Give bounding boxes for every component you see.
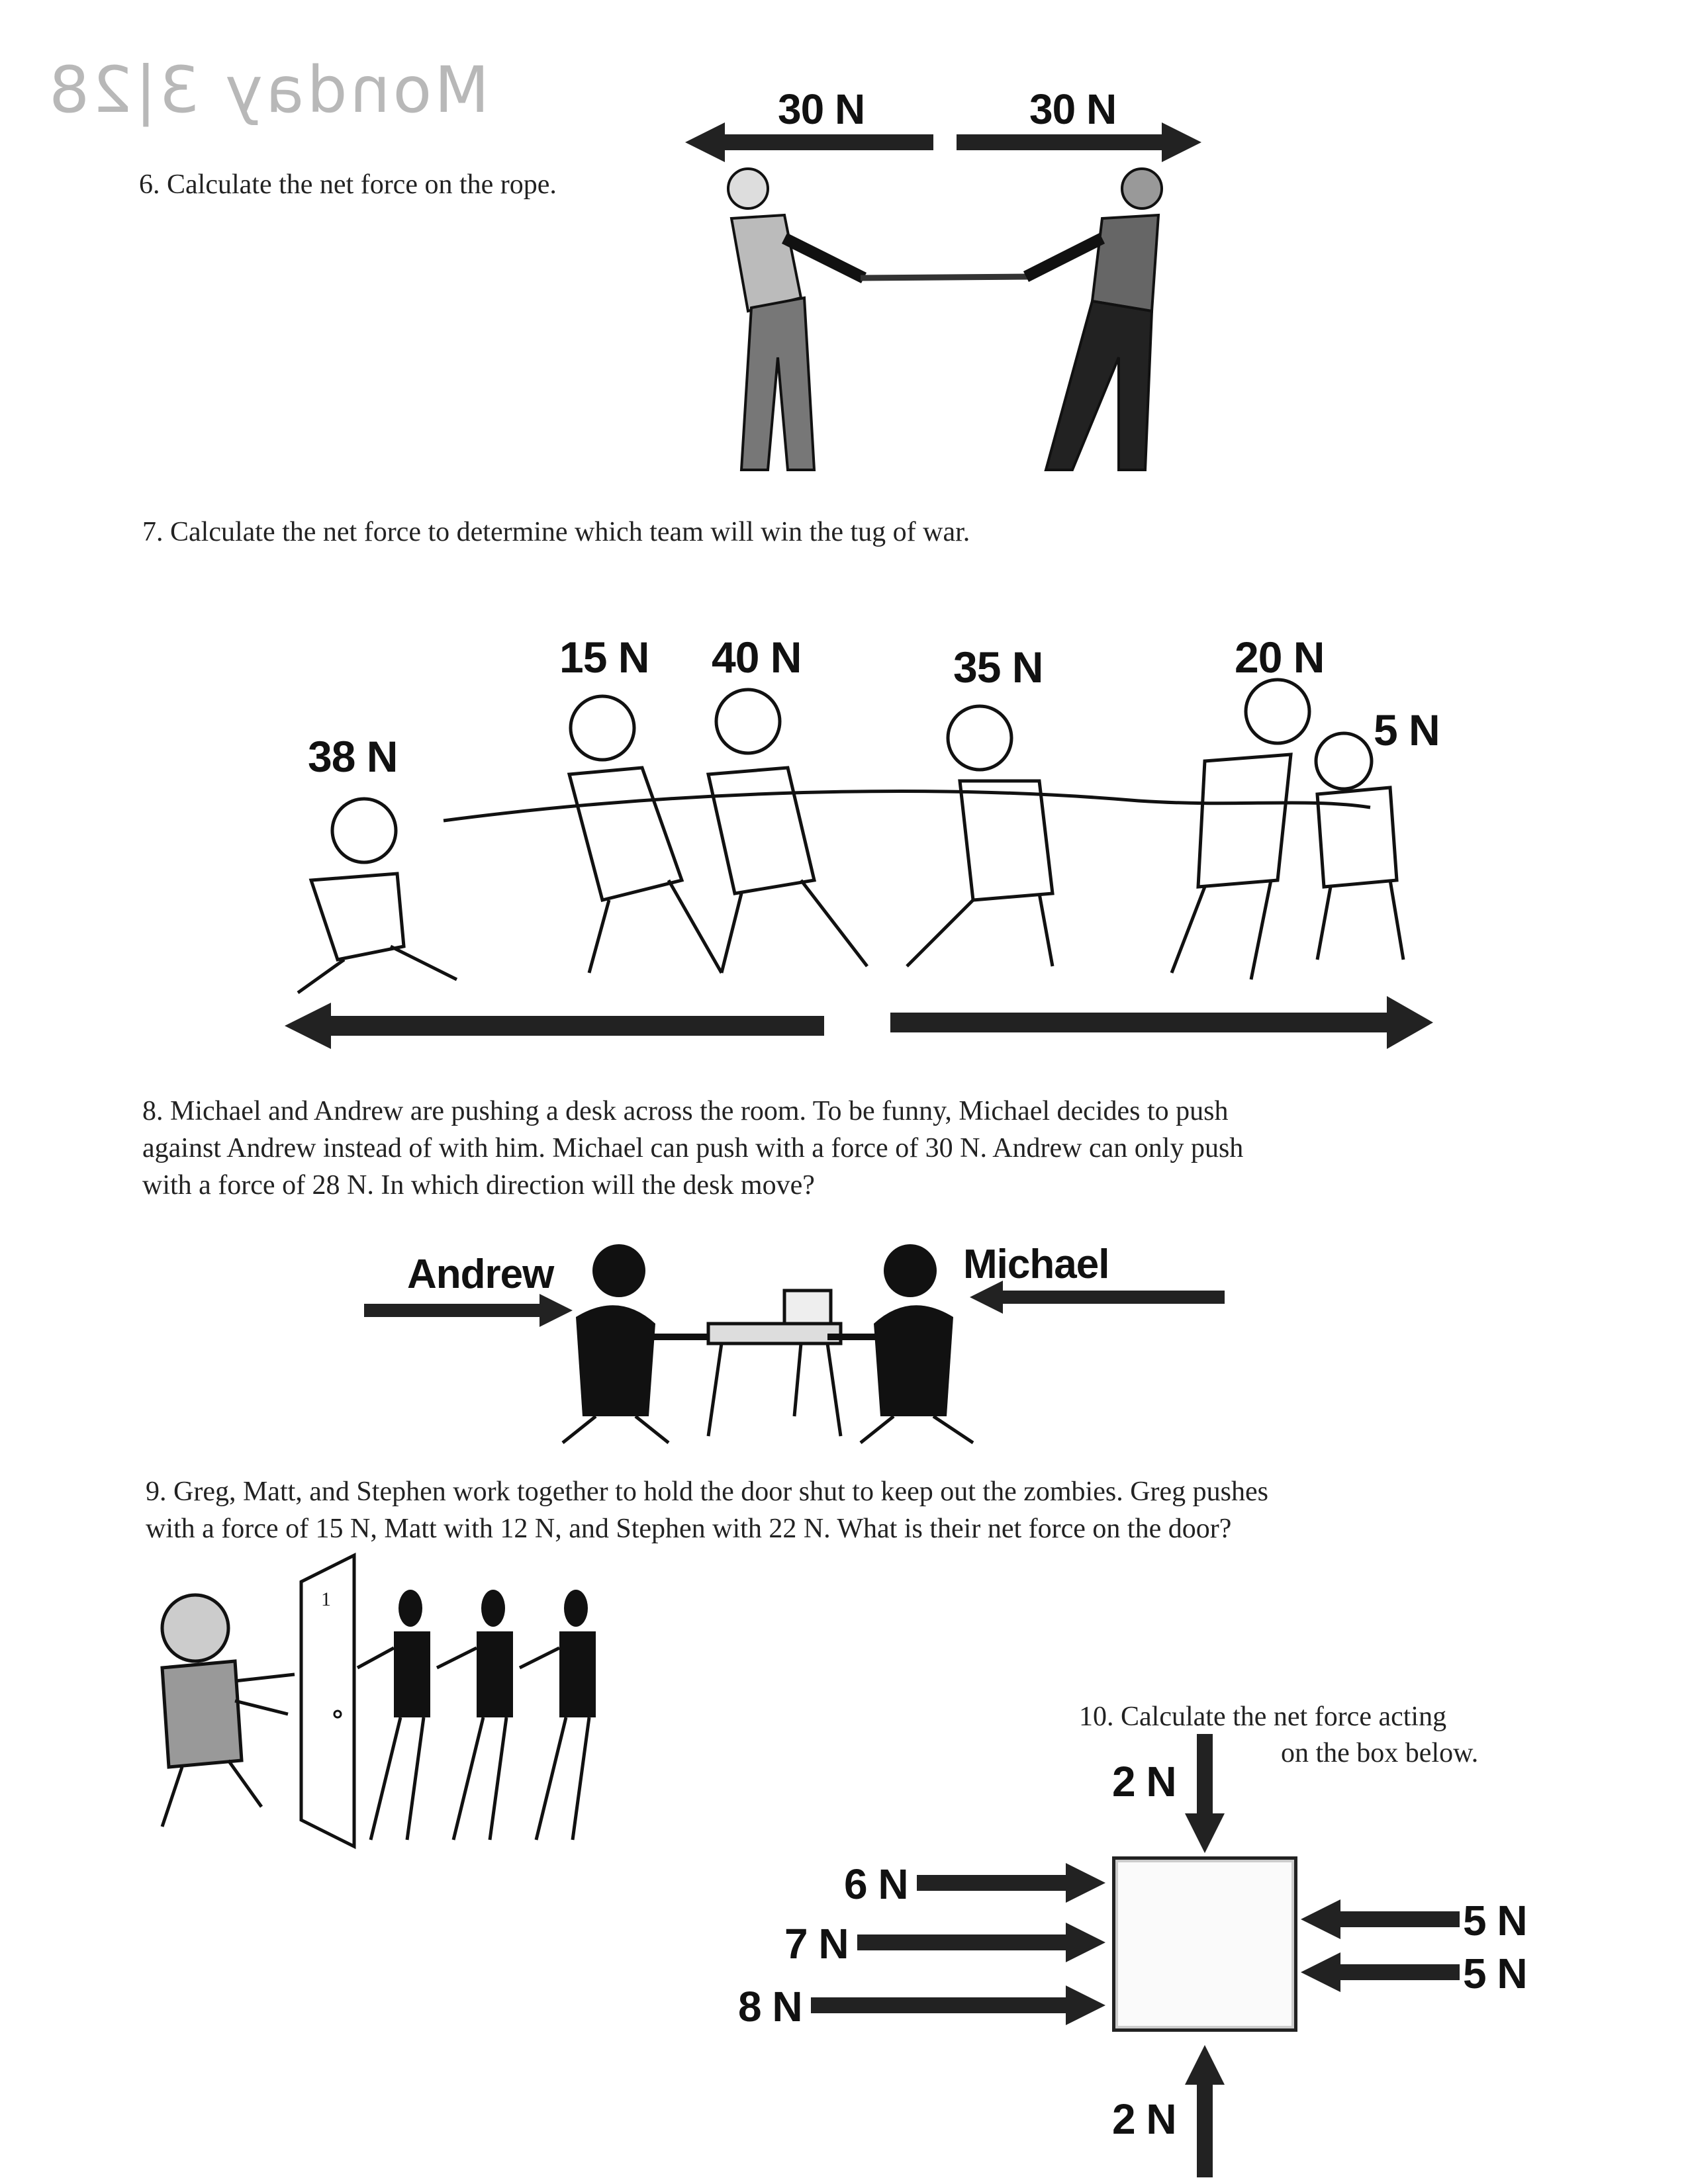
box-bottom-arrow [1185,2045,1225,2177]
q8-desk-push-illustration [549,1238,1000,1456]
question-9-line-2: with a force of 15 N, Matt with 12 N, and Stephen with 22 N. What is their net force on the door? [146,1514,1232,1544]
box-left-arrow-8 [811,1985,1105,2025]
question-8-line-2: against Andrew instead of with him. Michael can push with a force of 30 N. Andrew can only push [142,1133,1244,1163]
andrew-label: Andrew [407,1251,554,1297]
andrew-push-arrow [364,1294,573,1327]
q7-force-35: 35 N [953,643,1043,692]
q7-force-20: 20 N [1235,633,1325,682]
q6-tug-of-war-illustration [722,159,1185,503]
q7-force-38: 38 N [308,732,398,781]
question-8-line-3: with a force of 28 N. In which direction will the desk move? [142,1170,815,1201]
question-9-line-1: 9. Greg, Matt, and Stephen work together to hold the door shut to keep out the zombies. Greg pushes [146,1477,1268,1507]
question-10-line-1: 10. Calculate the net force acting [1079,1702,1447,1732]
question-8-line-1: 8. Michael and Andrew are pushing a desk across the room. To be funny, Michael decides to push [142,1096,1229,1126]
michael-push-arrow [970,1281,1225,1314]
zombie-illustration [136,1588,301,1840]
question-10-line-2: on the box below. [1281,1738,1479,1768]
box-left-arrow-6 [917,1863,1105,1903]
door-number: 1 [321,1588,331,1610]
three-people-pushing-illustration [357,1588,609,1846]
q7-force-5: 5 N [1374,705,1440,754]
q7-force-15: 15 N [559,633,649,682]
handwritten-date: Monday 3|28 [46,53,490,127]
michael-label: Michael [963,1242,1109,1287]
box-bottom-force-label: 2 N [1112,2095,1176,2143]
box-left-arrow-7 [857,1923,1105,1962]
q7-right-arrow [890,996,1433,1049]
box-right-force-2: 5 N [1463,1950,1527,1997]
q7-left-arrow [285,1003,824,1049]
box-right-force-1: 5 N [1463,1897,1527,1944]
q7-force-40: 40 N [712,633,802,682]
q6-left-arrow [685,122,933,162]
question-7-text: 7. Calculate the net force to determine which team will win the tug of war. [142,517,970,547]
q7-tug-of-war-illustration [179,682,1470,1006]
box-right-arrow-2 [1301,1952,1460,1992]
box-top-arrow [1185,1734,1225,1853]
force-box [1112,1856,1297,2032]
box-top-force-label: 2 N [1112,1758,1176,1805]
box-left-force-8: 8 N [738,1983,802,2030]
box-left-force-6: 6 N [844,1860,908,1908]
box-right-arrow-1 [1301,1899,1460,1939]
q6-right-arrow [957,122,1201,162]
q6-right-force-label: 30 N [1029,85,1117,133]
box-left-force-7: 7 N [784,1920,849,1968]
question-6-text: 6. Calculate the net force on the rope. [139,169,557,200]
q6-left-force-label: 30 N [778,85,865,133]
